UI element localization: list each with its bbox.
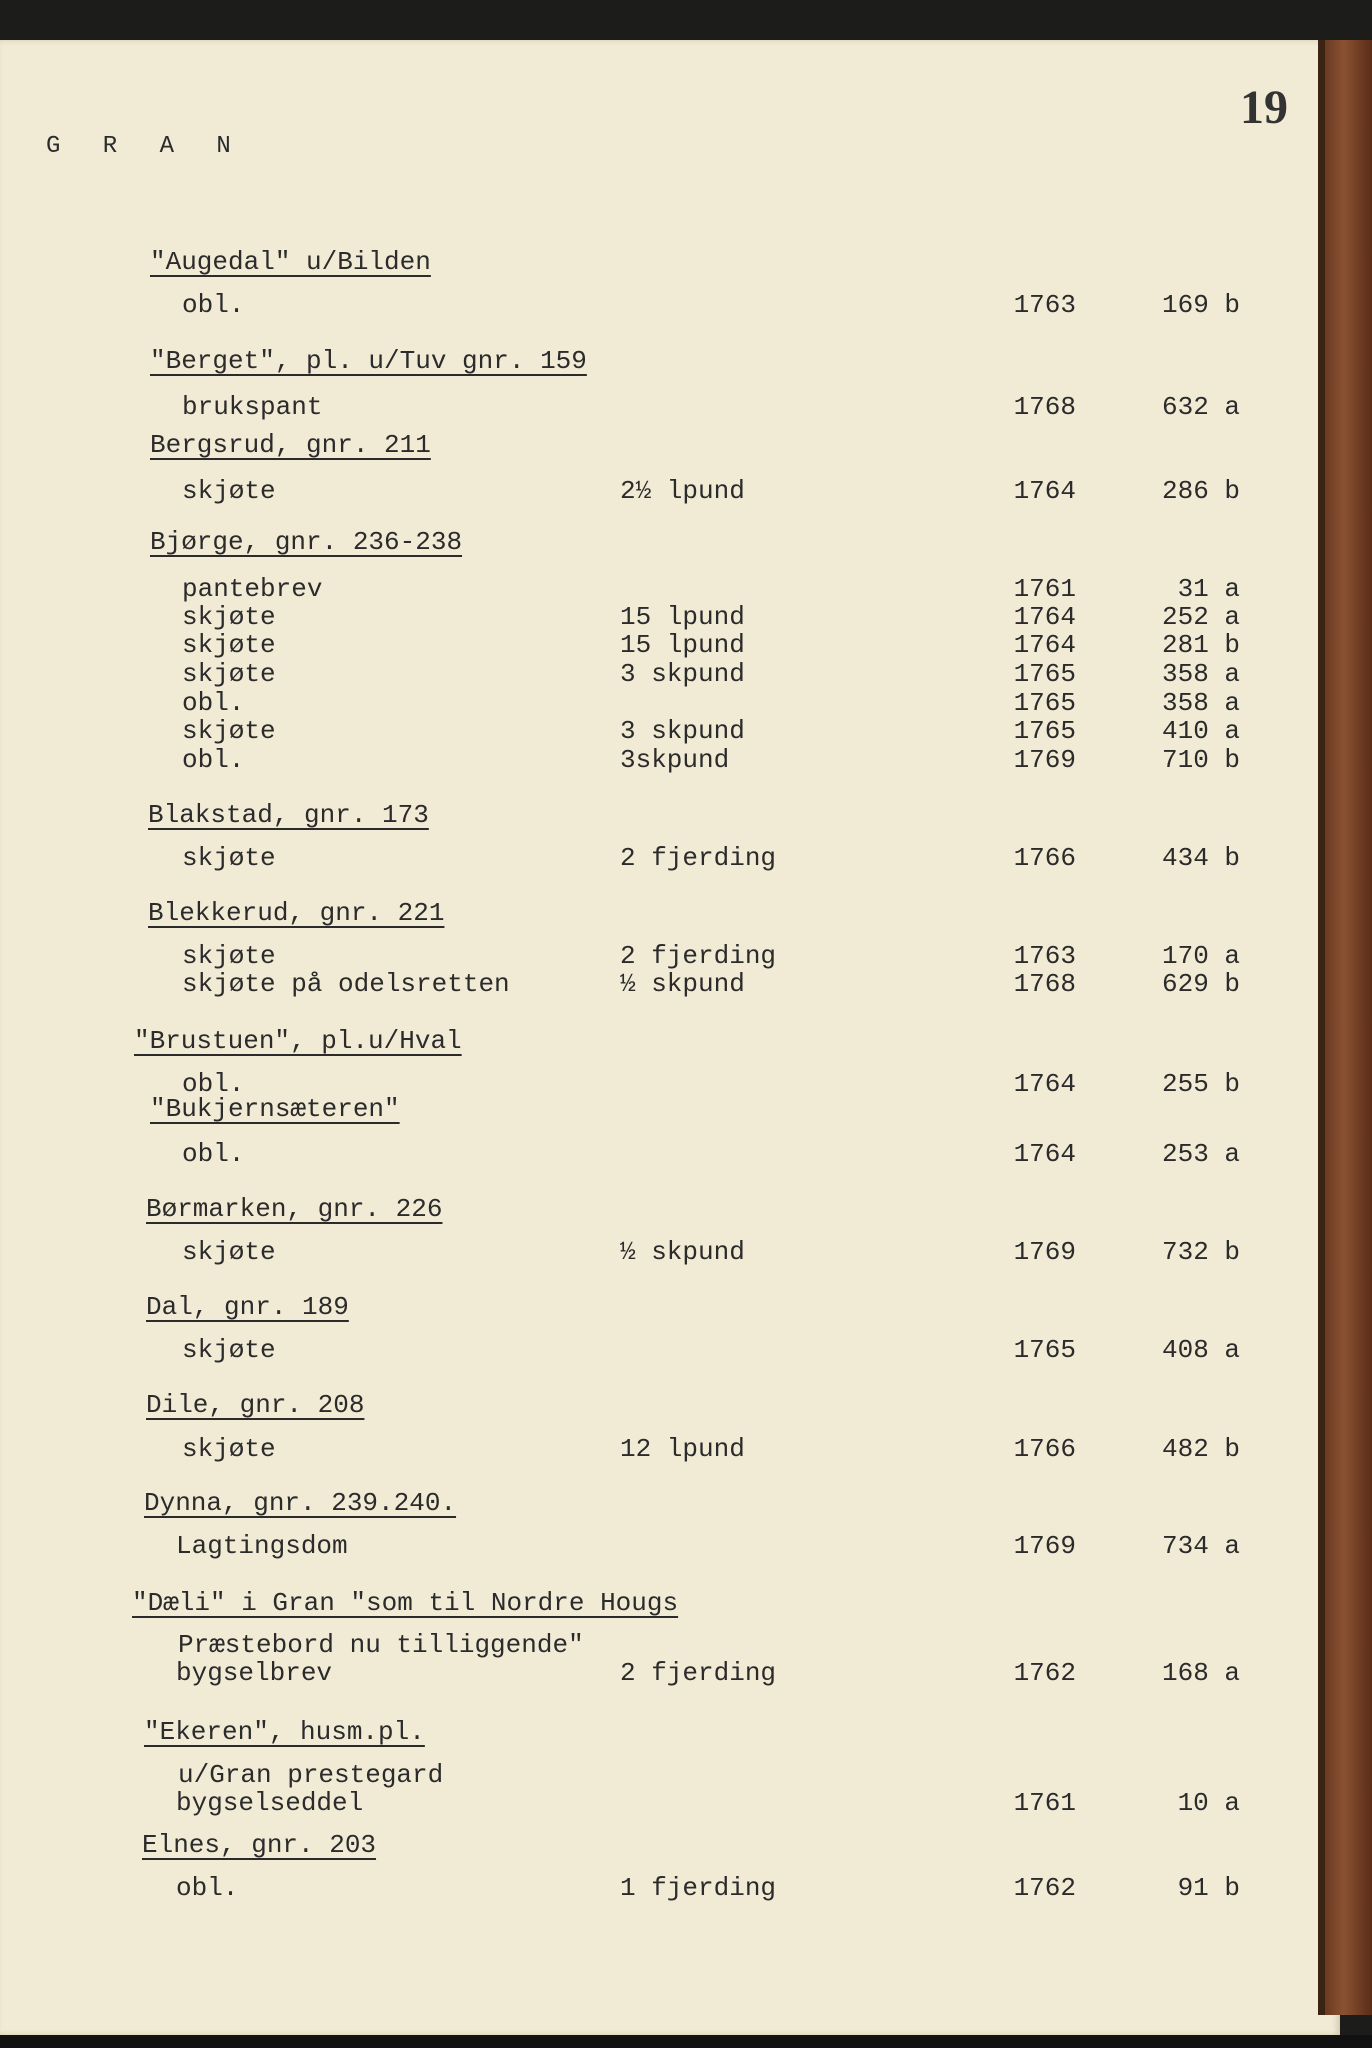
record-reference: 358 a <box>1161 659 1240 689</box>
entry-title: "Dæli" i Gran "som til Nordre Hougs <box>132 1588 679 1618</box>
record-reference: 434 b <box>1161 843 1240 873</box>
record-reference: 252 a <box>1161 602 1240 632</box>
entry-title: Bjørge, gnr. 236-238 <box>150 527 463 557</box>
record-year: 1764 <box>1013 1069 1076 1099</box>
entry-title: "Ekeren", husm.pl. <box>144 1717 425 1747</box>
record-year: 1765 <box>1013 688 1076 718</box>
page-number: 19 <box>1240 81 1288 134</box>
record-measure: 2 fjerding <box>620 843 777 873</box>
record-year: 1764 <box>1013 1139 1076 1169</box>
record-type: obl. <box>176 1873 239 1903</box>
record-measure: ½ skpund <box>620 969 745 999</box>
entry-title: Dynna, gnr. 239.240. <box>144 1488 457 1518</box>
record-type: obl. <box>182 1069 245 1099</box>
record-type: bygselseddel <box>176 1788 364 1818</box>
record-reference: 281 b <box>1161 630 1240 660</box>
record-year: 1761 <box>1013 574 1076 604</box>
record-type: skjøte på odelsretten <box>182 969 510 999</box>
record-year: 1768 <box>1013 392 1076 422</box>
record-year: 1769 <box>1013 1237 1076 1267</box>
record-year: 1764 <box>1013 630 1076 660</box>
entry-title: Bergsrud, gnr. 211 <box>150 430 431 460</box>
record-measure: 3 skpund <box>620 659 745 689</box>
entry-title: Blekkerud, gnr. 221 <box>148 898 445 928</box>
entry-title: Børmarken, gnr. 226 <box>146 1194 443 1224</box>
record-measure: 2½ lpund <box>620 476 745 506</box>
record-reference: 734 a <box>1161 1531 1240 1561</box>
record-type: obl. <box>182 1139 245 1169</box>
record-reference: 10 a <box>1177 1788 1240 1818</box>
entry-title: "Augedal" u/Bilden <box>150 247 431 277</box>
record-reference: 286 b <box>1161 476 1240 506</box>
entry-title-continued: Præstebord nu tilliggende" <box>178 1630 584 1660</box>
record-reference: 632 a <box>1161 392 1240 422</box>
record-year: 1768 <box>1013 969 1076 999</box>
record-type: skjøte <box>182 602 276 632</box>
record-reference: 482 b <box>1161 1434 1240 1464</box>
record-year: 1769 <box>1013 1531 1076 1561</box>
record-reference: 358 a <box>1161 688 1240 718</box>
record-measure: ½ skpund <box>620 1237 745 1267</box>
record-reference: 732 b <box>1161 1237 1240 1267</box>
record-reference: 169 b <box>1161 290 1240 320</box>
record-year: 1765 <box>1013 716 1076 746</box>
record-year: 1769 <box>1013 745 1076 775</box>
record-measure: 2 fjerding <box>620 1658 777 1688</box>
record-reference: 408 a <box>1161 1335 1240 1365</box>
record-type: skjøte <box>182 941 276 971</box>
record-year: 1761 <box>1013 1788 1076 1818</box>
record-reference: 253 a <box>1161 1139 1240 1169</box>
record-year: 1766 <box>1013 843 1076 873</box>
record-measure: 3 skpund <box>620 716 745 746</box>
record-year: 1762 <box>1013 1658 1076 1688</box>
record-year: 1763 <box>1013 941 1076 971</box>
record-reference: 629 b <box>1161 969 1240 999</box>
record-year: 1763 <box>1013 290 1076 320</box>
record-reference: 168 a <box>1161 1658 1240 1688</box>
entry-title: Blakstad, gnr. 173 <box>148 800 429 830</box>
entry-title: "Bukjernsæteren" <box>150 1094 400 1124</box>
record-type: obl. <box>182 745 245 775</box>
record-type: skjøte <box>182 716 276 746</box>
record-type: Lagtingsdom <box>176 1531 348 1561</box>
record-year: 1766 <box>1013 1434 1076 1464</box>
entry-title-continued: u/Gran prestegard <box>178 1760 444 1790</box>
record-type: bygselbrev <box>176 1658 333 1688</box>
book-binding <box>1325 40 1372 2015</box>
record-measure: 1 fjerding <box>620 1873 777 1903</box>
entry-title: Dal, gnr. 189 <box>146 1292 349 1322</box>
record-year: 1762 <box>1013 1873 1076 1903</box>
record-reference: 91 b <box>1177 1873 1240 1903</box>
record-type: obl. <box>182 688 245 718</box>
page-header-title: G R A N <box>46 133 245 160</box>
record-measure: 15 lpund <box>620 602 745 632</box>
record-type: skjøte <box>182 1434 276 1464</box>
entry-title: Elnes, gnr. 203 <box>142 1830 377 1860</box>
record-year: 1765 <box>1013 659 1076 689</box>
record-type: skjøte <box>182 1237 276 1267</box>
record-type: pantebrev <box>182 574 323 604</box>
record-reference: 410 a <box>1161 716 1240 746</box>
record-measure: 3skpund <box>620 745 730 775</box>
page-bottom-edge <box>0 2035 1372 2048</box>
record-type: obl. <box>182 290 245 320</box>
record-year: 1764 <box>1013 476 1076 506</box>
record-year: 1764 <box>1013 602 1076 632</box>
record-reference: 31 a <box>1177 574 1240 604</box>
record-measure: 15 lpund <box>620 630 745 660</box>
record-reference: 710 b <box>1161 745 1240 775</box>
record-year: 1765 <box>1013 1335 1076 1365</box>
record-type: skjøte <box>182 1335 276 1365</box>
record-type: skjøte <box>182 630 276 660</box>
entry-title: "Berget", pl. u/Tuv gnr. 159 <box>150 346 587 376</box>
record-type: skjøte <box>182 843 276 873</box>
record-reference: 255 b <box>1161 1069 1240 1099</box>
record-type: brukspant <box>182 392 323 422</box>
record-reference: 170 a <box>1161 941 1240 971</box>
entry-title: Dile, gnr. 208 <box>146 1390 365 1420</box>
record-measure: 12 lpund <box>620 1434 745 1464</box>
record-measure: 2 fjerding <box>620 941 777 971</box>
record-type: skjøte <box>182 659 276 689</box>
record-type: skjøte <box>182 476 276 506</box>
entry-title: "Brustuen", pl.u/Hval <box>134 1026 462 1056</box>
